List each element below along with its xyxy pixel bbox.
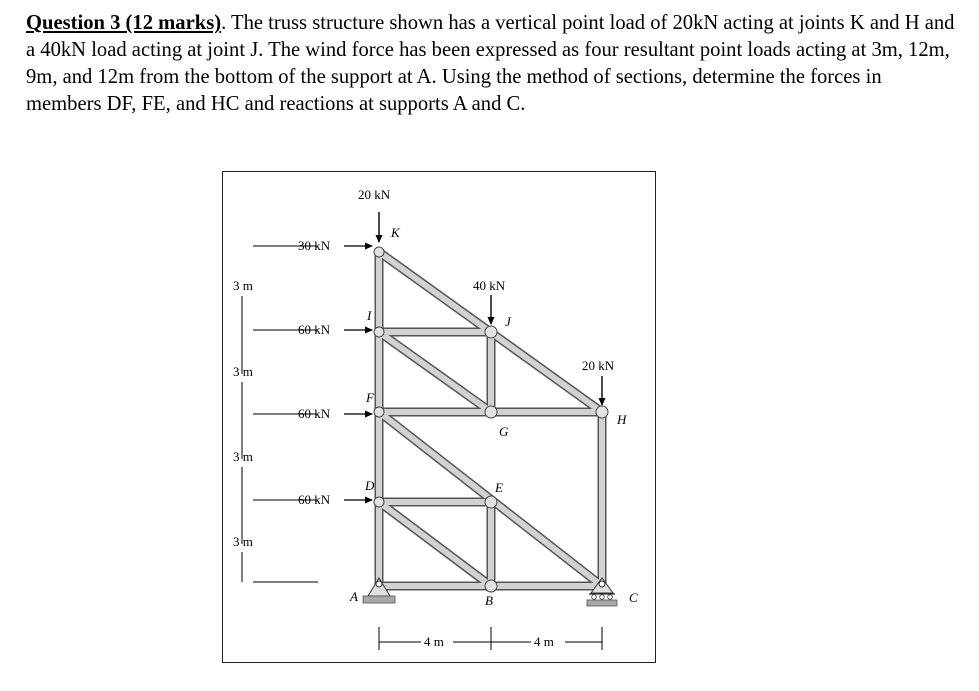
joint-label-E: E — [495, 480, 503, 495]
question-text — [26, 10, 956, 118]
wind-label-3: 60 kN — [298, 406, 331, 421]
joint-label-I: I — [367, 308, 372, 323]
width-dimension — [379, 627, 602, 650]
wind-label-1: 30 kN — [298, 238, 331, 253]
truss-diagram — [223, 172, 656, 663]
member-DB — [379, 502, 491, 586]
joint-label-G: G — [499, 424, 509, 439]
height-label-1: 3 m — [233, 278, 253, 293]
height-label-2: 3 m — [233, 364, 253, 379]
joint-label-J: J — [505, 314, 511, 329]
joint-label-C: C — [629, 590, 638, 605]
joint-label-A: A — [350, 589, 358, 604]
wind-loads — [344, 246, 372, 500]
question-heading: Question 3 (12 marks) — [26, 12, 222, 34]
member-IG — [379, 332, 491, 412]
height-label-3: 3 m — [233, 449, 253, 464]
truss-figure — [222, 171, 656, 663]
load-label-J: 40 kN — [473, 278, 506, 293]
wind-label-2: 60 kN — [298, 322, 331, 337]
joint-label-D: D — [365, 478, 375, 493]
height-label-4: 3 m — [233, 534, 253, 549]
joint-label-H: H — [617, 412, 627, 427]
joint-label-K: K — [391, 225, 400, 240]
joint-label-F: F — [366, 390, 374, 405]
question-body: . The truss structure shown has a vertical point load of 20kN acting at joints K and H and a 40kN load acting at joint J. The wind force has been expressed as four resultant point loads acting at 3m, 12m, 9m, and 12m from the bottom of the support at A. Using the method of sections, determine the forces in members DF, FE, and HC and reactions at supports A and C. — [26, 12, 955, 115]
height-dimension — [242, 246, 318, 582]
load-label-H: 20 kN — [582, 358, 615, 373]
width-label-2: 4 m — [534, 634, 554, 649]
joint-label-B: B — [485, 593, 493, 608]
width-label-1: 4 m — [424, 634, 444, 649]
load-label-K: 20 kN — [358, 187, 391, 202]
wind-label-4: 60 kN — [298, 492, 331, 507]
